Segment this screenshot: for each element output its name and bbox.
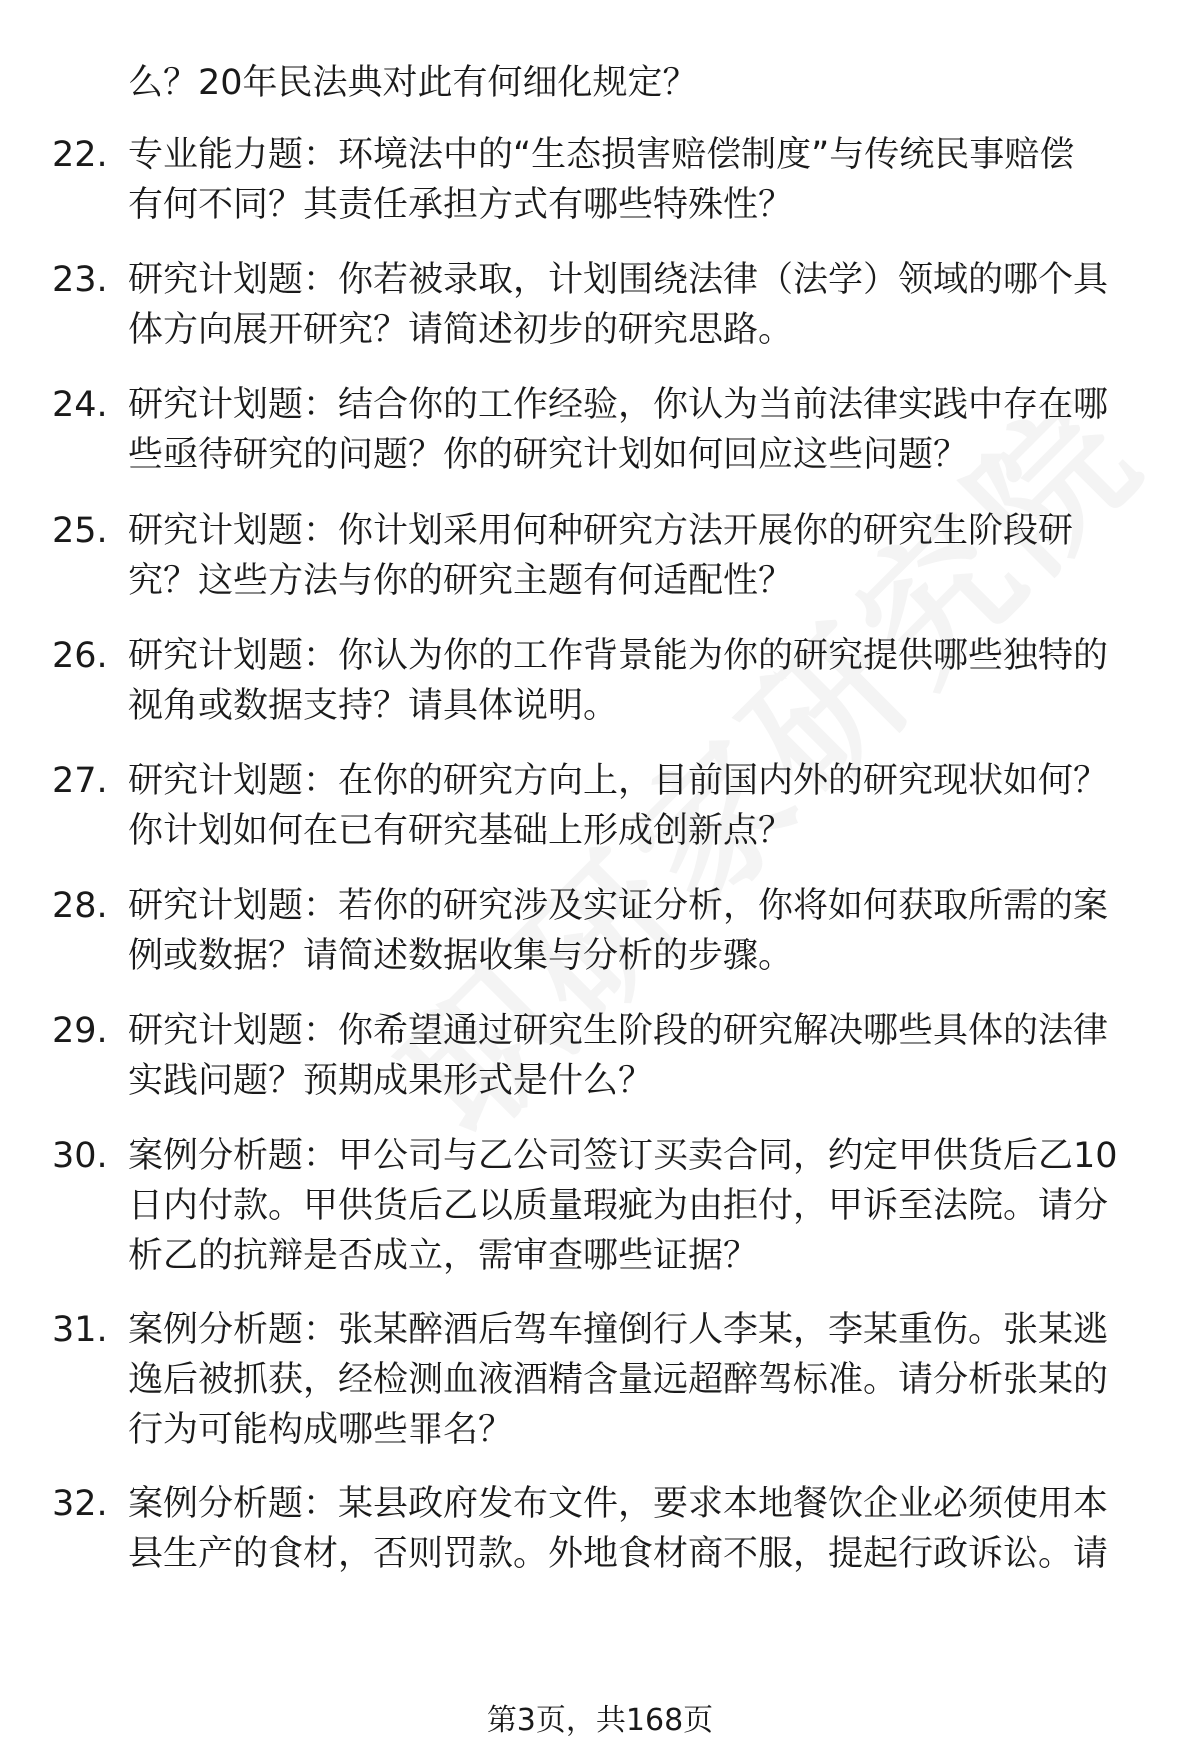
text-line: 案例分析题：甲公司与乙公司签订买卖合同，约定甲供货后乙10 — [128, 1136, 1118, 1176]
item-text — [128, 881, 1148, 981]
text-line: 你计划如何在已有研究基础上形成创新点？ — [128, 811, 794, 851]
text-line: 研究计划题：若你的研究涉及实证分析，你将如何获取所需的案 — [128, 886, 1109, 926]
item-text — [128, 631, 1148, 731]
text-line: 行为可能构成哪些罪名？ — [128, 1410, 514, 1450]
continuation-line: 么？20年民法典对此有何细化规定？ — [128, 63, 698, 103]
text-line: 案例分析题：张某醉酒后驾车撞倒行人李某，李某重伤。张某逃 — [128, 1310, 1109, 1350]
text-line: 日内付款。甲供货后乙以质量瑕疵为由拒付，甲诉至法院。请分 — [128, 1186, 1109, 1226]
text-line: 有何不同？其责任承担方式有哪些特殊性？ — [128, 185, 794, 225]
text-line: 研究计划题：在你的研究方向上，目前国内外的研究现状如何？ — [128, 761, 1109, 801]
item-number: 24. — [52, 385, 108, 425]
text-line: 研究计划题：你计划采用何种研究方法开展你的研究生阶段研 — [128, 511, 1074, 551]
item-text — [128, 130, 1148, 230]
item-number: 23. — [52, 260, 108, 300]
text-line: 研究计划题：你若被录取，计划围绕法律（法学）领域的哪个具 — [128, 260, 1109, 300]
page-footer: 第3页，共168页 — [486, 1703, 714, 1738]
item-number: 29. — [52, 1011, 108, 1051]
text-line: 案例分析题：某县政府发布文件，要求本地餐饮企业必须使用本 — [128, 1484, 1109, 1524]
text-line: 些亟待研究的问题？你的研究计划如何回应这些问题？ — [128, 435, 969, 475]
text-line: 研究计划题：你希望通过研究生阶段的研究解决哪些具体的法律 — [128, 1011, 1109, 1051]
text-line: 体方向展开研究？请简述初步的研究思路。 — [128, 310, 794, 350]
item-text — [128, 1479, 1148, 1579]
text-line: 例或数据？请简述数据收集与分析的步骤。 — [128, 936, 794, 976]
text-line: 研究计划题：结合你的工作经验，你认为当前法律实践中存在哪 — [128, 385, 1109, 425]
item-text — [128, 1305, 1148, 1455]
item-text — [128, 1006, 1148, 1106]
text-line: 专业能力题：环境法中的“生态损害赔偿制度”与传统民事赔偿 — [128, 135, 1075, 175]
text-line: 研究计划题：你认为你的工作背景能为你的研究提供哪些独特的 — [128, 636, 1109, 676]
item-number: 27. — [52, 761, 108, 801]
item-number: 28. — [52, 886, 108, 926]
item-number: 32. — [52, 1484, 108, 1524]
item-number: 25. — [52, 511, 108, 551]
item-text — [128, 506, 1148, 606]
text-line: 视角或数据支持？请具体说明。 — [128, 686, 619, 726]
item-number: 22. — [52, 135, 108, 175]
item-text — [128, 380, 1148, 480]
item-text — [128, 756, 1148, 856]
text-line: 究？这些方法与你的研究主题有何适配性？ — [128, 561, 794, 601]
item-number: 26. — [52, 636, 108, 676]
item-text — [128, 1131, 1148, 1281]
item-text — [128, 255, 1148, 355]
item-number: 30. — [52, 1136, 108, 1176]
text-line: 逸后被抓获，经检测血液酒精含量远超醉驾标准。请分析张某的 — [128, 1360, 1109, 1400]
item-number: 31. — [52, 1310, 108, 1350]
text-line: 实践问题？预期成果形式是什么？ — [128, 1061, 654, 1101]
text-line: 县生产的食材，否则罚款。外地食材商不服，提起行政诉讼。请 — [128, 1534, 1109, 1574]
text-line: 析乙的抗辩是否成立，需审查哪些证据？ — [128, 1236, 759, 1276]
